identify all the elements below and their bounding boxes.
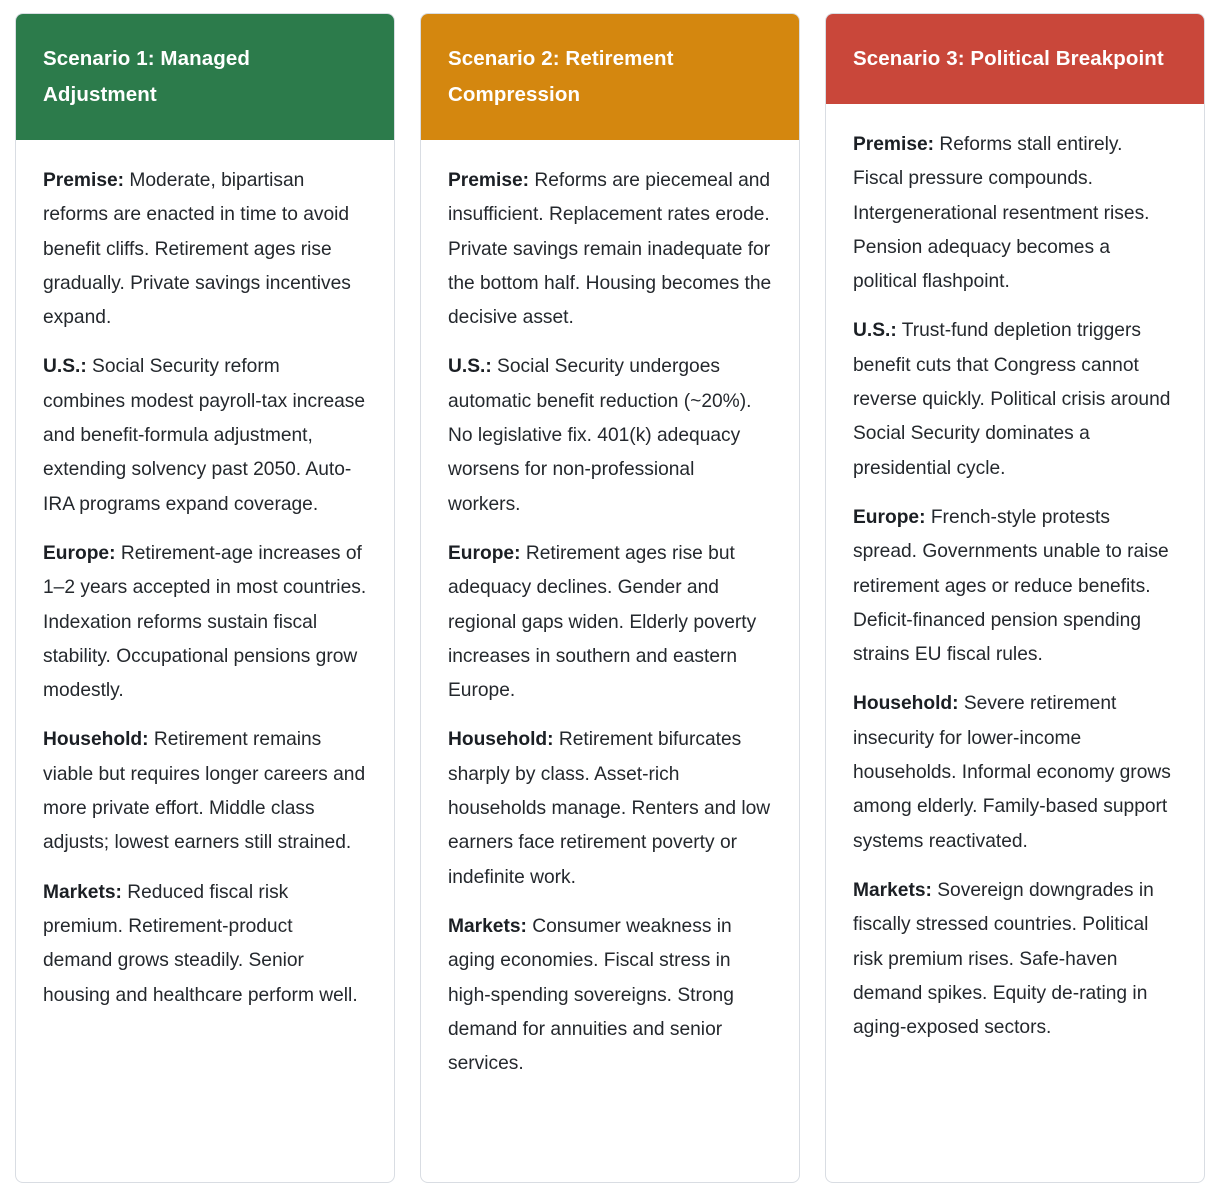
section-label: Household: xyxy=(853,693,959,715)
scenario-2-us xyxy=(448,350,772,521)
scenario-3-household xyxy=(853,687,1177,858)
section-label: U.S.: xyxy=(448,356,492,378)
scenario-3-body xyxy=(826,104,1204,1080)
scenario-1-us xyxy=(43,350,367,521)
section-text: French-style protests spread. Governments unable to raise retirement ages or reduce benefits. Deficit-financed pension spending strains EU fiscal rules. xyxy=(853,506,1169,666)
section-text: Retirement remains viable but requires longer careers and more private effort. Middle class adjusts; lowest earners still strained. xyxy=(43,729,366,854)
section-text: Reforms stall entirely. Fiscal pressure compounds. Intergenerational resentment rises. Pension adequacy becomes a political flashpoint. xyxy=(853,134,1150,293)
section-text: Moderate, bipartisan reforms are enacted in time to avoid benefit cliffs. Retirement ages rise gradually. Private savings incentives expand. xyxy=(43,170,351,329)
scenario-2-household xyxy=(448,723,772,894)
scenario-card-3 xyxy=(825,13,1205,1183)
section-text: Social Security reform combines modest payroll-tax increase and benefit-formula adjustment, extending solvency past 2050. Auto-IRA programs expand coverage. xyxy=(43,356,366,515)
scenario-3-premise xyxy=(853,128,1177,299)
section-text: Severe retirement insecurity for lower-income households. Informal economy grows among elderly. Family-based support systems reactivated. xyxy=(853,693,1171,852)
scenario-2-markets xyxy=(448,910,772,1081)
scenario-1-household xyxy=(43,723,367,860)
scenario-1-premise xyxy=(43,164,367,335)
section-text: Trust-fund depletion triggers benefit cuts that Congress cannot reverse quickly. Political crisis around Social Security dominates a presidential cycle. xyxy=(853,320,1171,479)
scenario-3-header: Scenario 3: Political Breakpoint xyxy=(826,14,1204,104)
scenario-grid xyxy=(15,13,1205,1183)
scenario-card-1 xyxy=(15,13,395,1183)
section-label: Premise: xyxy=(448,170,530,191)
section-label: Household: xyxy=(448,729,554,751)
section-text: Retirement bifurcates sharply by class. Asset-rich households manage. Renters and low earners face retirement poverty or indefinite work. xyxy=(448,729,771,888)
section-text: Retirement ages rise but adequacy declines. Gender and regional gaps widen. Elderly poverty increases in southern and eastern Europe. xyxy=(448,542,757,702)
section-label: Premise: xyxy=(43,170,125,191)
scenario-1-europe xyxy=(43,537,367,708)
scenario-2-europe xyxy=(448,537,772,708)
section-text: Reduced fiscal risk premium. Retirement-product demand grows steadily. Senior housing and healthcare perform well. xyxy=(43,881,358,1006)
scenario-2-body xyxy=(421,140,799,1116)
scenario-2-header: Scenario 2: Retirement Compression xyxy=(421,14,799,140)
scenario-3-us xyxy=(853,314,1177,485)
scenario-1-markets xyxy=(43,876,367,1013)
section-label: Markets: xyxy=(853,879,932,901)
scenario-3-europe xyxy=(853,501,1177,672)
section-text: Sovereign downgrades in fiscally stressed countries. Political risk premium rises. Safe-haven demand spikes. Equity de-rating in aging-exposed sectors. xyxy=(853,879,1154,1039)
section-text: Social Security undergoes automatic benefit reduction (~20%). No legislative fix. 401(k) adequacy worsens for non-professional workers. xyxy=(448,356,752,515)
section-label: U.S.: xyxy=(853,320,897,342)
section-label: Europe: xyxy=(853,506,926,528)
section-text: Consumer weakness in aging economies. Fiscal stress in high-spending sovereigns. Strong demand for annuities and senior services. xyxy=(448,915,734,1075)
scenario-card-2 xyxy=(420,13,800,1183)
section-text: Reforms are piecemeal and insufficient. Replacement rates erode. Private savings remain inadequate for the bottom half. Housing becomes the decisive asset. xyxy=(448,170,772,329)
section-label: U.S.: xyxy=(43,356,87,378)
section-label: Markets: xyxy=(43,881,122,903)
scenario-3-markets xyxy=(853,874,1177,1045)
section-label: Premise: xyxy=(853,134,935,155)
section-text: Retirement-age increases of 1–2 years accepted in most countries. Indexation reforms sustain fiscal stability. Occupational pensions grow modestly. xyxy=(43,542,367,702)
section-label: Household: xyxy=(43,729,149,751)
scenario-2-premise xyxy=(448,164,772,335)
section-label: Europe: xyxy=(448,542,521,564)
scenario-1-header: Scenario 1: Managed Adjustment xyxy=(16,14,394,140)
section-label: Europe: xyxy=(43,542,116,564)
section-label: Markets: xyxy=(448,915,527,937)
scenario-1-body xyxy=(16,140,394,1048)
